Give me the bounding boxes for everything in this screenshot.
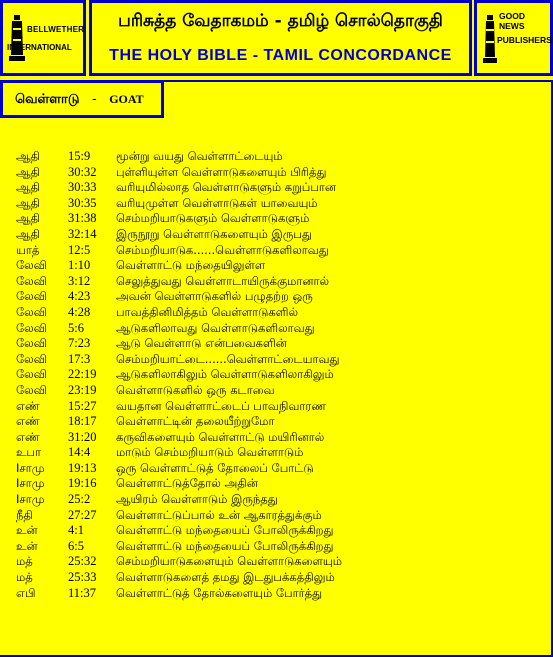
verse-reference: 22:19 [68,367,97,382]
verse-reference: 31:38 [68,211,97,226]
list-item [0,211,553,227]
verse-book: லேவி [16,351,47,366]
list-item [0,274,553,290]
verse-reference: 4:28 [68,304,91,319]
logo-right-line1: GOOD NEWS [499,11,525,31]
verse-reference: 1:10 [68,258,91,273]
verse-reference: 15:9 [68,149,91,163]
verse-text: வெள்ளாட்டு மந்தையைப் போலிருக்கிறது [116,538,334,553]
verse-text: ஆடுகளிலாகிலும் வெள்ளாடுகளிலாகிலும் [116,367,334,382]
verse-text: புள்ளியுள்ள வெள்ளாடுகளையும் பிரித்து [116,164,327,179]
verse-book: லேவி [16,273,47,288]
verse-reference: 19:16 [68,476,97,491]
logo-left-line1: BELLWETHER [27,25,85,34]
list-item [0,243,553,259]
verse-text: ஒரு வெள்ளாட்டுத் தோலைப் போட்டு [116,460,314,475]
list-item [0,492,553,508]
verse-text: இருநூறு வெள்ளாடுகளையும் இருபது [116,226,312,241]
list-item [0,414,553,430]
verse-book: லேவி [16,320,47,335]
list-item [0,227,553,243]
verse-reference: 31:20 [68,429,97,444]
verse-book: Iசாமு [16,460,45,475]
verse-text: செம்மறியாடுகளும் வெள்ளாடுகளும் [116,211,310,226]
verse-reference: 30:32 [68,164,97,179]
lighthouse-icon [483,13,497,65]
verse-text: வெள்ளாட்டுத் தோல்களையும் போர்த்து [116,585,323,600]
verse-book: எண் [16,429,40,444]
verse-text: வெள்ளாட்டுத்தோல் அதின் [116,476,258,491]
verse-text: ஆடுகளிலாவது வெள்ளாடுகளிலாவது [116,320,315,335]
lighthouse-icon [9,13,25,63]
headword [15,92,144,108]
verse-text: மூன்று வயது வெள்ளாட்டையும் [116,149,283,163]
title-tamil: பரிசுத்த வேதாகமம் - தமிழ் சொல்தொகுதி [118,11,443,31]
list-item [0,399,553,415]
verse-text: அவன் வெள்ளாடுகளில் பழுதற்ற ஒரு [116,289,313,304]
verse-text: மாடும் செம்மறியாடும் வெள்ளாடும் [116,445,304,460]
verse-text: செலுத்துவது வெள்ளாடாயிருக்குமானால் [116,273,330,288]
verse-book: ஆதி [16,211,40,226]
verse-reference: 30:35 [68,195,97,210]
verse-reference: 18:17 [68,414,97,429]
verse-text: வெள்ளாட்டு மந்தையைப் போலிருக்கிறது [116,523,334,538]
verse-book: ஆதி [16,180,40,195]
verse-reference: 7:23 [68,336,91,351]
logo-right-line2: PUBLISHERS [497,35,552,45]
verse-book: நீதி [16,507,33,522]
verse-text: வெள்ளாடுகளைத் தமது இடதுபக்கத்திலும் [116,570,335,585]
list-item [0,445,553,461]
list-item [0,508,553,524]
verse-reference: 25:33 [68,570,97,585]
verse-reference: 5:6 [68,320,84,335]
list-item [0,383,553,399]
headword-tamil: வெள்ளாடு [15,92,80,107]
list-item [0,196,553,212]
list-item [0,539,553,555]
verse-book: ஆதி [16,195,40,210]
header [0,0,553,80]
verse-text: வெள்ளாடுகளில் ஒரு கடாவை [116,382,275,397]
verse-book: ஆதி [16,149,40,163]
verse-book: லேவி [16,258,47,273]
verse-reference: 32:14 [68,226,97,241]
verse-text: கருவிகளையும் வெள்ளாட்டு மயிரினால் [116,429,325,444]
verse-text: வெள்ளாட்டுப்பால் உன் ஆகாரத்துக்கும் [116,507,322,522]
verse-book: லேவி [16,289,47,304]
verse-reference: 27:27 [68,507,97,522]
concordance-list [0,149,553,601]
verse-book: லேவி [16,382,47,397]
verse-reference: 19:13 [68,460,97,475]
verse-text: செம்மறியாட்டை......வெள்ளாட்டையாவது [116,351,340,366]
verse-reference: 11:37 [68,585,97,600]
verse-book: எபி [16,585,36,600]
verse-reference: 12:5 [68,242,91,257]
list-item [0,476,553,492]
verse-book: மத் [16,570,33,585]
list-item [0,554,553,570]
list-item [0,258,553,274]
verse-reference: 25:32 [68,554,97,569]
verse-reference: 4:23 [68,289,91,304]
verse-text: ஆயிரம் வெள்ளாடும் இருந்தது [116,492,278,507]
verse-text: வரியுமுள்ள வெள்ளாடுகள் யாவையும் [116,195,318,210]
verse-text: செம்மறியாடுகளையும் வெள்ளாடுகளையும் [116,554,342,569]
verse-reference: 30:33 [68,180,97,195]
bellwether-logo [0,0,86,76]
list-item [0,570,553,586]
verse-book: மத் [16,554,33,569]
verse-reference: 14:4 [68,445,91,460]
verse-text: செம்மறியாடுக......வெள்ளாடுகளிலாவது [116,242,329,257]
verse-reference: 15:27 [68,398,97,413]
verse-book: யாத் [16,242,40,257]
list-item [0,321,553,337]
list-item [0,180,553,196]
verse-reference: 23:19 [68,382,97,397]
verse-text: வரியுமில்லாத வெள்ளாடுகளும் கறுப்பான [116,180,337,195]
verse-book: லேவி [16,336,47,351]
verse-book: லேவி [16,367,47,382]
list-item [0,165,553,181]
verse-book: உன் [16,523,38,538]
title-english: THE HOLY BIBLE - TAMIL CONCORDANCE [109,47,452,64]
list-item [0,336,553,352]
verse-book: உன் [16,538,38,553]
verse-text: ஆடு வெள்ளாடு என்பவைகளின் [116,336,287,351]
list-item [0,149,553,165]
verse-book: லேவி [16,304,47,319]
verse-book: ஆதி [16,164,40,179]
list-item [0,305,553,321]
verse-reference: 3:12 [68,273,91,288]
good-news-logo [474,0,553,76]
verse-text: வெள்ளாட்டு மந்தையிலுள்ள [116,258,266,273]
verse-reference: 25:2 [68,492,91,507]
list-item [0,352,553,368]
verse-book: Iசாமு [16,476,45,491]
verse-text: வெள்ளாட்டின் தலையீற்றுமோ [116,414,275,429]
verse-book: எண் [16,398,40,413]
headword-box [0,80,164,118]
verse-text: பாவத்தினிமித்தம் வெள்ளாடுகளில் [116,304,299,319]
list-item [0,430,553,446]
verse-text: வயதான வெள்ளாட்டைப் பாவநிவாரண [116,398,326,413]
headword-english: GOAT [109,92,144,106]
list-item [0,367,553,383]
verse-reference: 4:1 [68,523,84,538]
list-item [0,523,553,539]
list-item [0,289,553,305]
verse-book: ஆதி [16,226,40,241]
verse-reference: 17:3 [68,351,91,366]
verse-reference: 6:5 [68,538,84,553]
list-item [0,461,553,477]
title-box [89,0,472,76]
verse-book: எண் [16,414,40,429]
headword-separator: - [91,92,97,107]
list-item [0,586,553,602]
verse-book: Iசாமு [16,492,45,507]
verse-book: உபா [16,445,41,460]
logo-left-line2: INTERNATIONAL [7,43,72,52]
